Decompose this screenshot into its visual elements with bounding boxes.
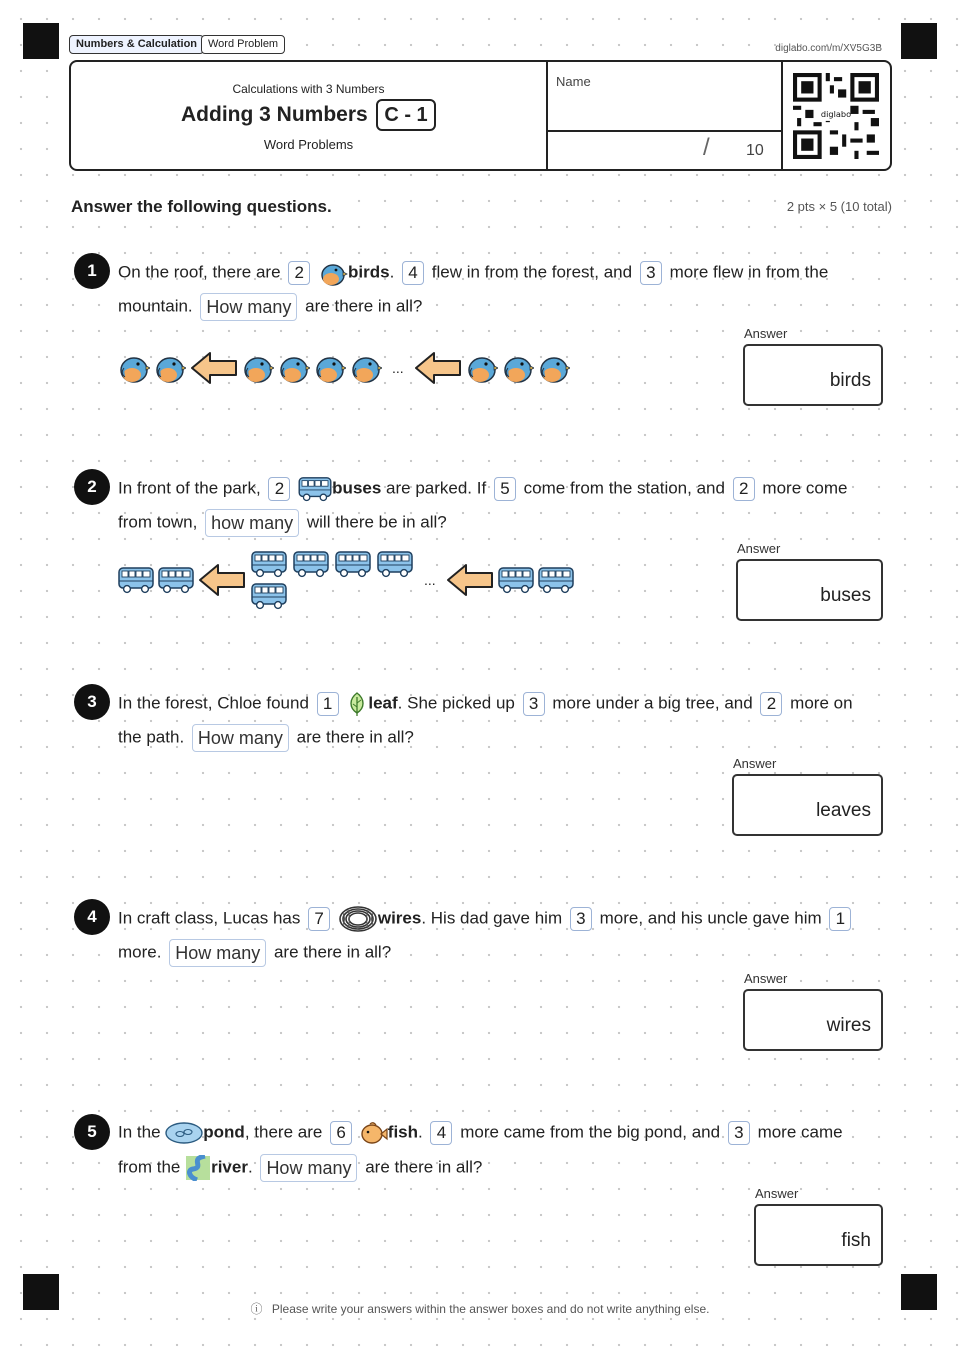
- wire-coil-icon: [338, 905, 378, 933]
- points-info: 2 pts × 5 (10 total): [786, 199, 892, 214]
- answer-label: Answer: [733, 756, 777, 771]
- corner-marker-top-right: [901, 23, 937, 59]
- answer-unit: buses: [820, 585, 871, 606]
- question-number: 3: [74, 684, 110, 720]
- corner-marker-top-left: [23, 23, 59, 59]
- bus-icon: [334, 550, 372, 578]
- bird-icon: [466, 351, 498, 385]
- worksheet-title: Adding 3 Numbers: [181, 103, 368, 126]
- bird-icon: [278, 351, 310, 385]
- question-number: 2: [74, 469, 110, 505]
- question-3-line-2: the path. How many are there in all?: [118, 722, 414, 753]
- bus-icon: [376, 550, 414, 578]
- footer-note: ⓘ Please write your answers within the answer boxes and do not write anything else.: [0, 1300, 960, 1317]
- question-4-line-1: In craft class, Lucas has 7 wires. His dad gave him 3 more, and his uncle gave him 1: [118, 903, 854, 934]
- bus-icon: [538, 566, 574, 594]
- bus-icon: [118, 566, 154, 594]
- answer-label: Answer: [755, 1186, 799, 1201]
- question-1-illustration: [118, 350, 570, 386]
- river-icon: [185, 1155, 211, 1181]
- answer-unit: birds: [829, 370, 871, 391]
- question-5-line-1: In the pond, there are 6 fish. 4 more came from the big pond, and 3 more came: [118, 1117, 843, 1148]
- answer-label: Answer: [744, 326, 788, 341]
- instructions: Answer the following questions.: [71, 197, 332, 216]
- ellipsis: ...: [424, 572, 436, 588]
- question-2-illustration: [118, 550, 574, 610]
- worksheet-url: diglabo.com/m/XV5G3B: [775, 43, 882, 54]
- question-5-line-2: from the river. How many are there in all?: [118, 1152, 482, 1183]
- bird-icon: [538, 351, 570, 385]
- fish-icon: [360, 1120, 388, 1146]
- bird-icon: [502, 351, 534, 385]
- bird-icon: [242, 351, 274, 385]
- svg-text:diglabo: diglabo: [820, 109, 852, 120]
- leaf-icon: [346, 691, 368, 717]
- answer-unit: fish: [841, 1230, 871, 1251]
- pond-icon: [165, 1121, 203, 1145]
- bus-icon: [250, 550, 288, 578]
- answer-box-3[interactable]: [732, 774, 883, 836]
- bird-icon: [154, 351, 186, 385]
- arrow-left-icon: [414, 350, 462, 386]
- answer-box-5[interactable]: [754, 1204, 883, 1266]
- arrow-left-icon: [446, 562, 494, 598]
- question-number: 5: [74, 1114, 110, 1150]
- question-4-line-2: more. How many are there in all?: [118, 937, 391, 968]
- qr-code-icon: [793, 73, 879, 159]
- answer-label: Answer: [744, 971, 788, 986]
- question-3-line-1: In the forest, Chloe found 1 leaf. She picked up 3 more under a big tree, and 2 more on: [118, 688, 853, 719]
- question-2-line-1: In front of the park, 2 buses are parked. If 5 come from the station, and 2 more come: [118, 473, 847, 504]
- category-tag: Numbers & Calculation: [69, 35, 204, 54]
- worksheet-code: C - 1: [376, 99, 436, 131]
- question-2-line-2: from town, how many will there be in all?: [118, 507, 447, 538]
- worksheet-subtitle: Word Problems: [263, 137, 354, 152]
- bird-icon: [314, 351, 346, 385]
- bird-icon: [318, 259, 348, 287]
- question-1-line-2: mountain. How many are there in all?: [118, 291, 422, 322]
- bird-icon: [350, 351, 382, 385]
- question-number: 1: [74, 253, 110, 289]
- bus-icon: [298, 476, 332, 502]
- answer-unit: wires: [826, 1015, 871, 1036]
- bus-icon: [250, 582, 288, 610]
- info-icon: ⓘ: [248, 1302, 266, 1316]
- bus-icon: [158, 566, 194, 594]
- answer-unit: leaves: [816, 800, 871, 821]
- answer-label: Answer: [737, 541, 781, 556]
- score-slash: /: [703, 134, 710, 161]
- ellipsis: ...: [392, 360, 404, 376]
- answer-box-1[interactable]: [743, 344, 883, 406]
- question-number: 4: [74, 899, 110, 935]
- bus-icon: [292, 550, 330, 578]
- arrow-left-icon: [190, 350, 238, 386]
- worksheet-header: [69, 60, 892, 171]
- bird-icon: [118, 351, 150, 385]
- score-total: 10: [746, 142, 764, 159]
- type-tag: Word Problem: [201, 35, 285, 54]
- answer-box-4[interactable]: [743, 989, 883, 1051]
- name-label: Name: [556, 74, 591, 89]
- answer-box-2[interactable]: [736, 559, 883, 621]
- bus-icon: [498, 566, 534, 594]
- arrow-left-icon: [198, 562, 246, 598]
- subject: Calculations with 3 Numbers: [232, 82, 385, 96]
- question-1-line-1: On the roof, there are 2 birds. 4 flew in from the forest, and 3 more flew in from the: [118, 257, 828, 288]
